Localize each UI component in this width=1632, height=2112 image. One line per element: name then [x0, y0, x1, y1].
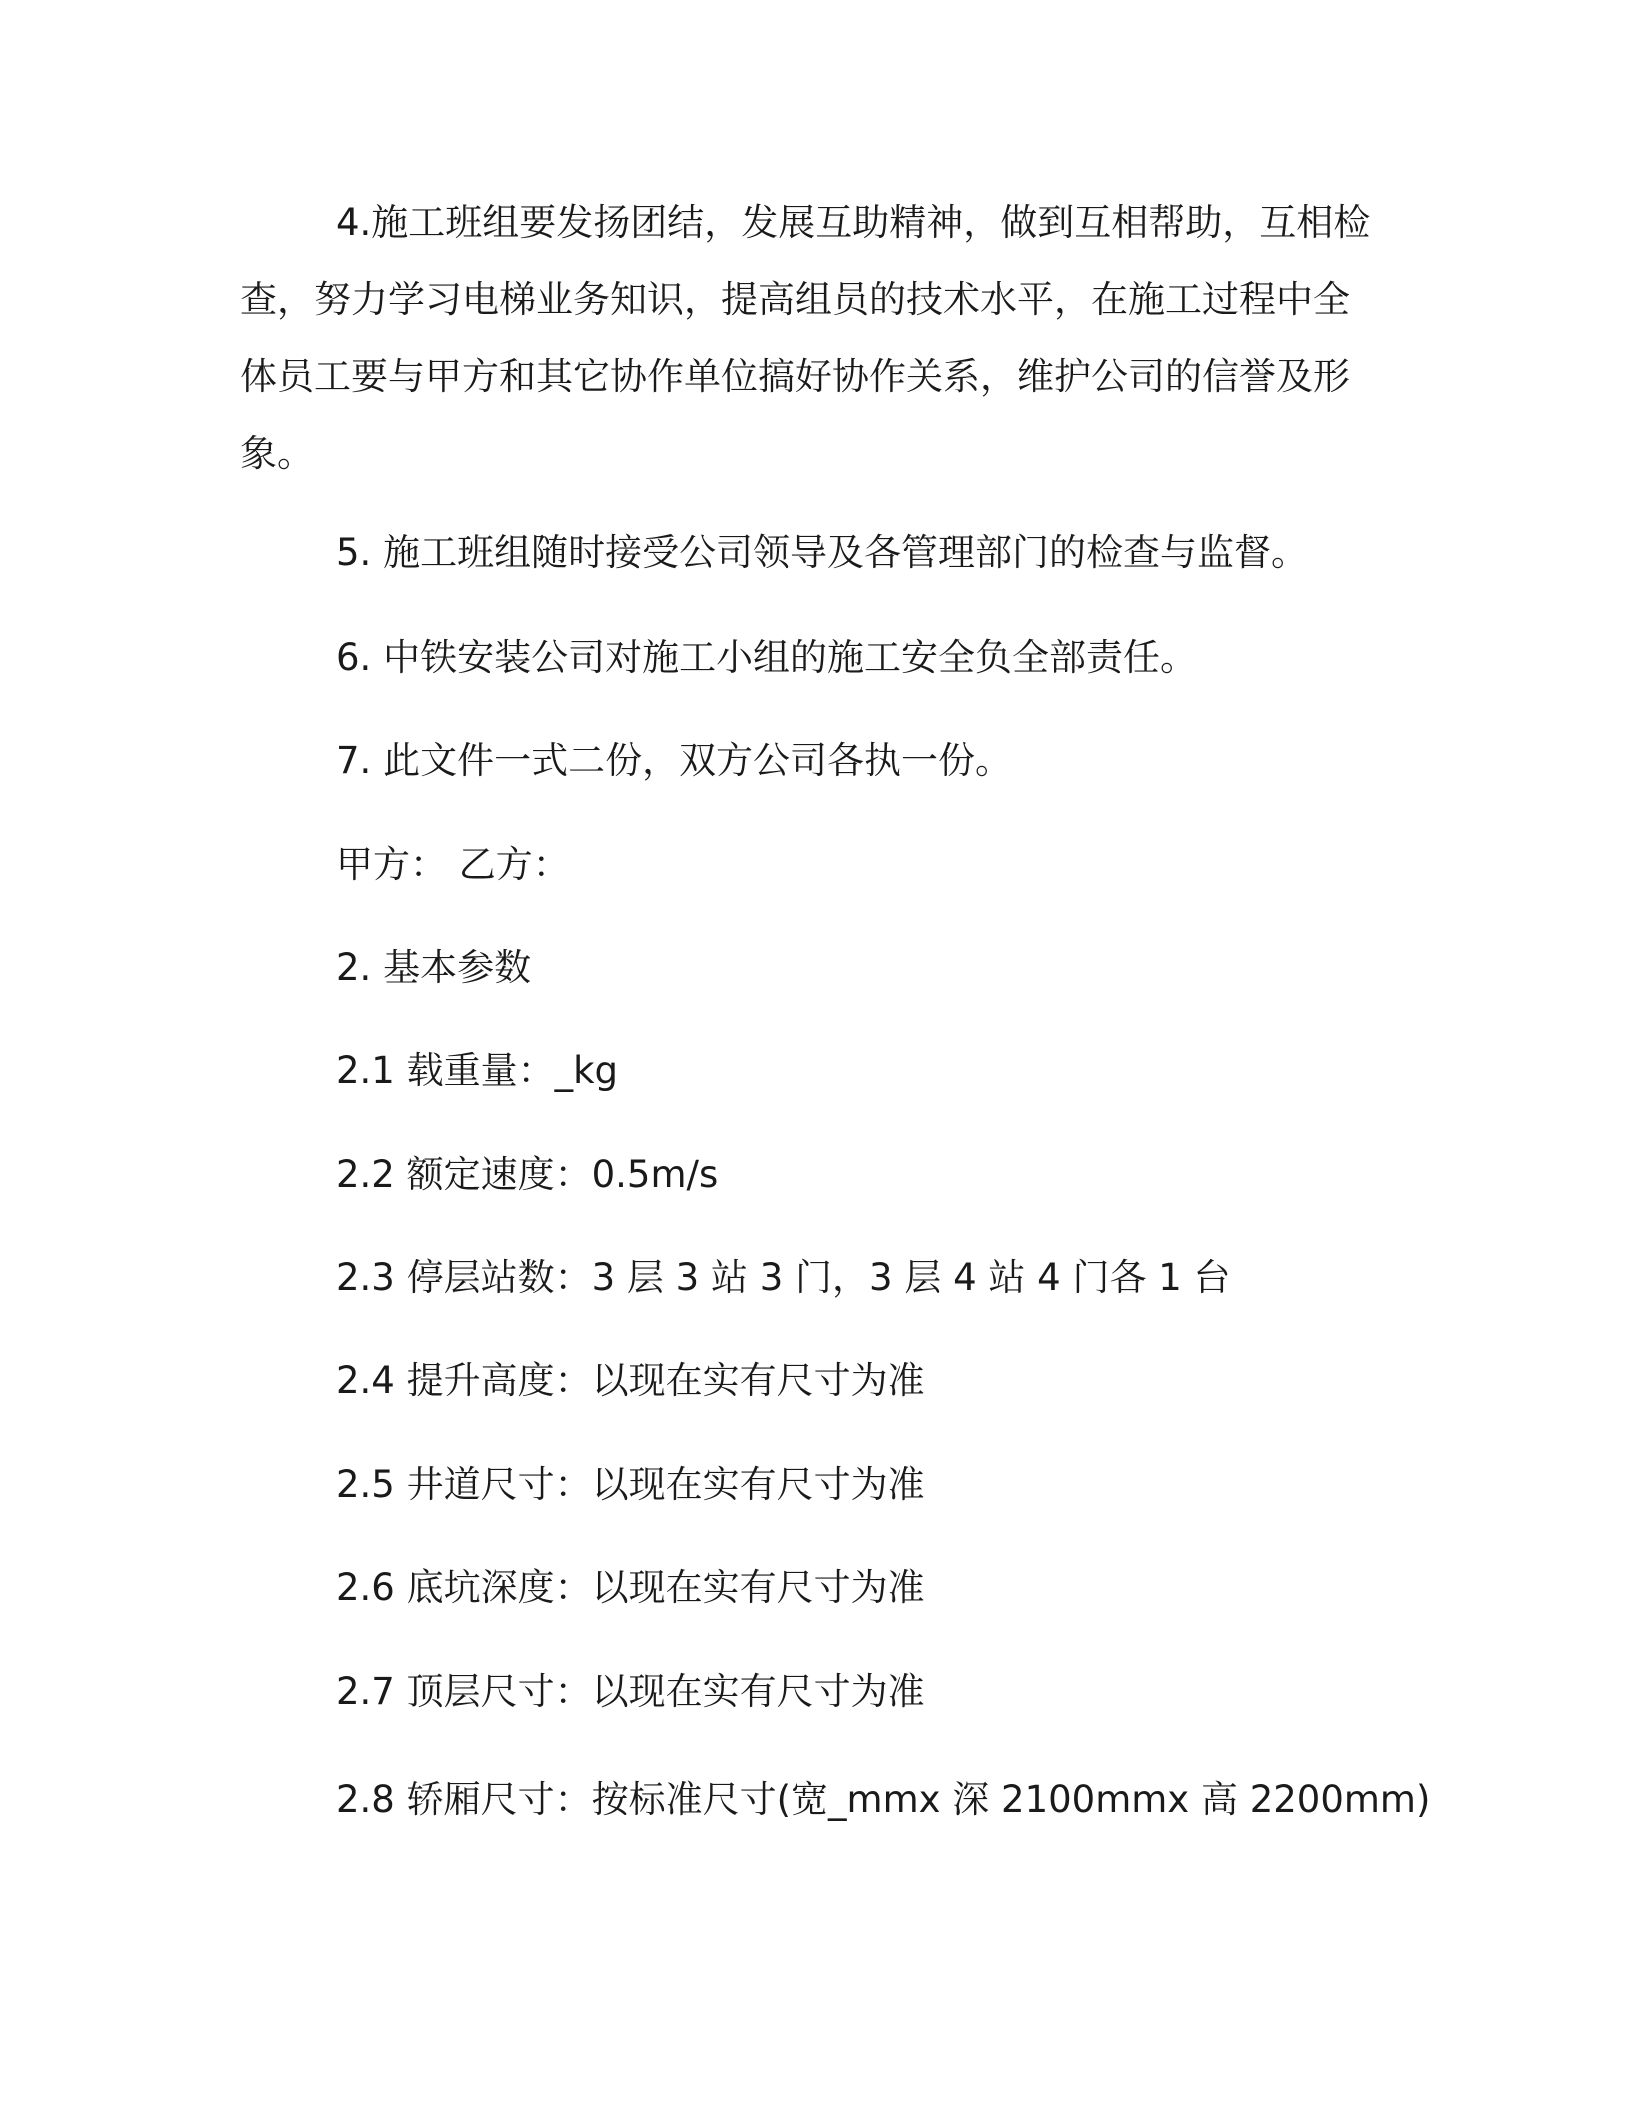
param-rated-speed: 2.2 额定速度：0.5m/s	[336, 1153, 719, 1196]
list-item-7: 7. 此文件一式二份，双方公司各执一份。	[336, 739, 1013, 782]
signature-line: 甲方： 乙方：	[336, 843, 570, 886]
param-pit-depth: 2.6 底坑深度：以现在实有尺寸为准	[336, 1566, 925, 1609]
list-item-5: 5. 施工班组随时接受公司领导及各管理部门的检查与监督。	[336, 531, 1309, 574]
paragraph-item-4: 4.施工班组要发扬团结，发展互助精神，做到互相帮助，互相检查，努力学习电梯业务知识，提高组员的技术水平，在施工过程中全体员工要与甲方和其它协作单位搞好协作关系，维护公司的信誉及形象。	[240, 201, 1371, 475]
section-title-basic-parameters: 2. 基本参数	[336, 946, 532, 989]
param-shaft-size: 2.5 井道尺寸：以现在实有尺寸为准	[336, 1463, 925, 1506]
param-top-floor-size: 2.7 顶层尺寸：以现在实有尺寸为准	[336, 1670, 925, 1713]
param-car-size: 2.8 轿厢尺寸：按标准尺寸(宽_mmx 深 2100mmx 高 2200mm)	[336, 1778, 1431, 1821]
param-stops: 2.3 停层站数：3 层 3 站 3 门，3 层 4 站 4 门各 1 台	[336, 1256, 1231, 1299]
param-load-capacity: 2.1 载重量：_kg	[336, 1049, 619, 1092]
list-item-6: 6. 中铁安装公司对施工小组的施工安全负全部责任。	[336, 636, 1198, 679]
param-lift-height: 2.4 提升高度：以现在实有尺寸为准	[336, 1359, 925, 1402]
